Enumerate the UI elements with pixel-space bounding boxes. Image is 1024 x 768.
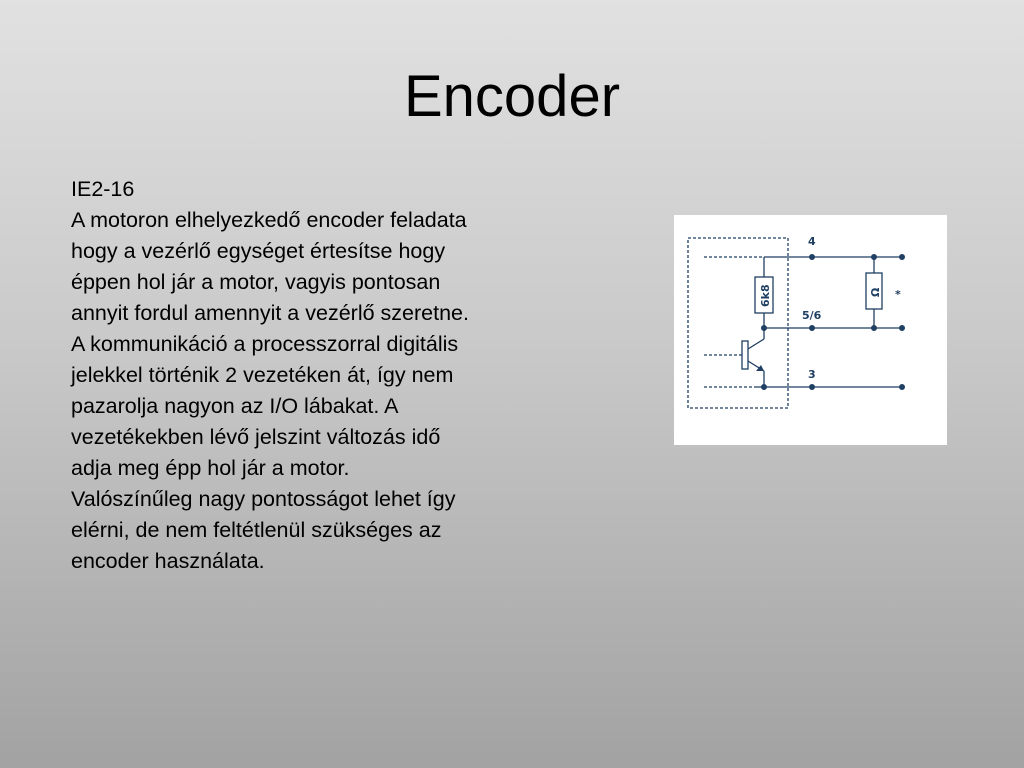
terminal-label-4: 4 <box>808 235 816 248</box>
body-line: hogy a vezérlő egységet értesítse hogy <box>71 239 446 263</box>
body-line: éppen hol jár a motor, vagyis pontosan <box>71 270 441 294</box>
encoder-housing <box>688 238 788 408</box>
resistor-6k8-label: 6k8 <box>759 284 772 307</box>
body-line: annyit fordul amennyit a vezérlő szeretne. <box>71 301 469 325</box>
terminal-dot-5-6 <box>899 325 905 331</box>
junction-dot <box>761 384 767 390</box>
resistor-external-label: Ω <box>869 287 882 297</box>
slide-body-text <box>71 174 561 577</box>
terminal-label-5-6: 5/6 <box>802 309 822 322</box>
body-line: IE2-16 <box>71 177 135 201</box>
junction-dot <box>871 254 877 260</box>
body-line: adja meg épp hol jár a motor. <box>71 456 350 480</box>
transistor-base <box>742 341 748 369</box>
junction-dot <box>809 254 815 260</box>
body-line: A kommunikáció a processzorral digitális <box>71 332 459 356</box>
body-line: Valószínűleg nagy pontosságot lehet így <box>71 487 456 511</box>
junction-dot <box>809 325 815 331</box>
terminal-dot-3 <box>899 384 905 390</box>
circuit-svg <box>674 215 947 445</box>
body-line: jelekkel történik 2 vezetéken át, így nem <box>71 363 454 387</box>
body-line: vezetékekben lévő jelszint változás idő <box>71 425 441 449</box>
body-line: elérni, de nem feltétlenül szükséges az <box>71 518 442 542</box>
transistor-collector <box>748 339 764 349</box>
body-line: pazarolja nagyon az I/O lábakat. A <box>71 394 399 418</box>
note-mark: * <box>895 288 901 301</box>
body-line: encoder használata. <box>71 549 265 573</box>
body-line: A motoron elhelyezkedő encoder feladata <box>71 208 467 232</box>
junction-dot <box>871 325 877 331</box>
junction-dot <box>809 384 815 390</box>
terminal-dot-4 <box>899 254 905 260</box>
slide-title: Encoder <box>403 64 621 129</box>
junction-dot <box>761 325 767 331</box>
emitter-arrow-icon <box>756 365 764 371</box>
encoder-circuit-diagram <box>674 215 947 445</box>
terminal-label-3: 3 <box>808 368 816 381</box>
